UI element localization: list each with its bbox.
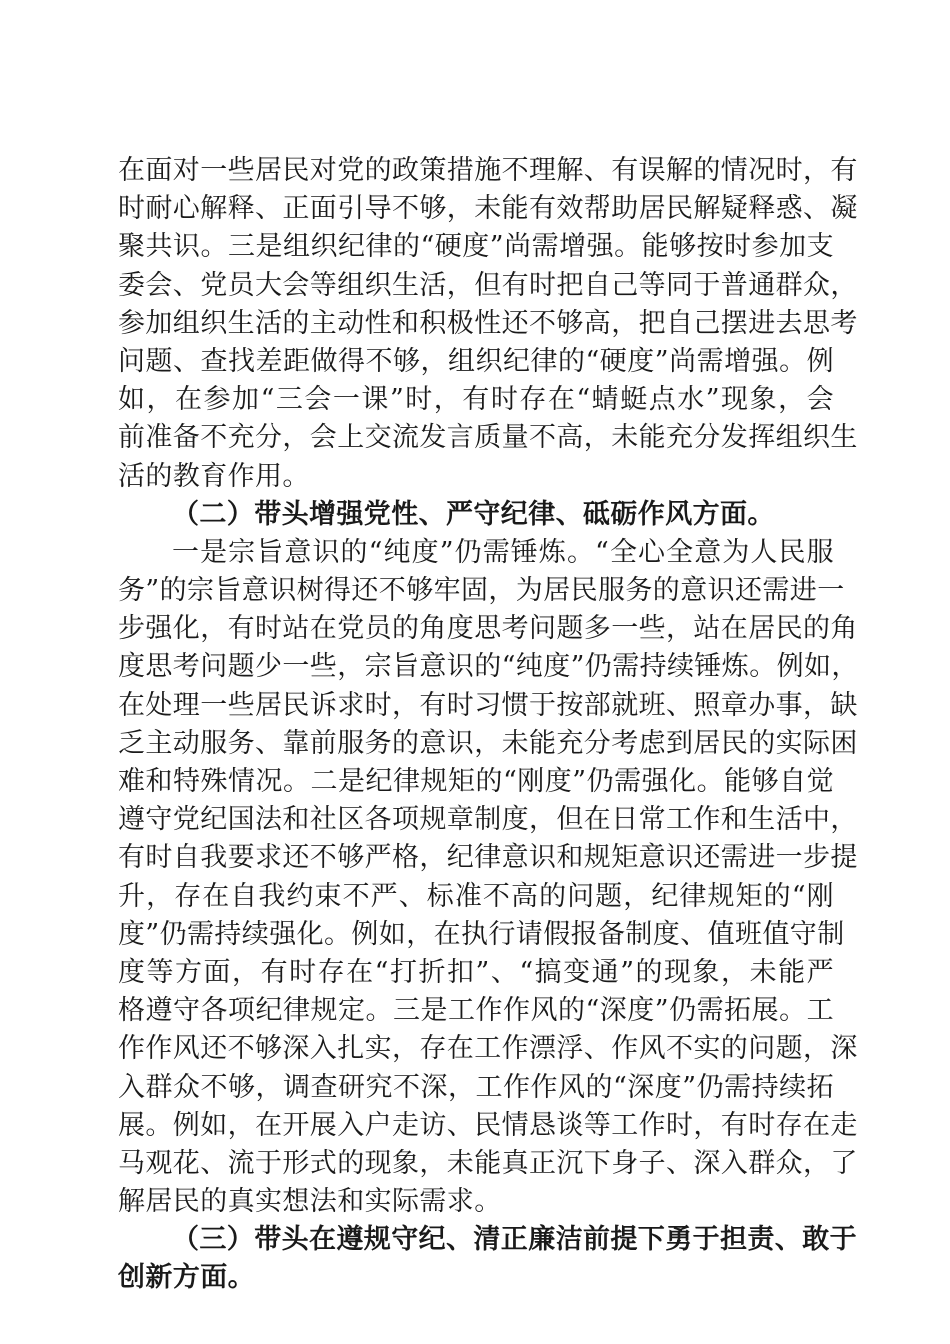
text-line: 解居民的真实想法和实际需求。 <box>118 1186 502 1218</box>
text-line: 度”仍需持续强化。例如，在执行请假报备制度、值班值守制 <box>118 918 845 950</box>
text-line: 前准备不充分，会上交流发言质量不高，未能充分发挥组织生 <box>118 422 858 454</box>
text-line: 度思考问题少一些，宗旨意识的“纯度”仍需持续锤炼。例如， <box>118 651 859 683</box>
text-line: 在面对一些居民对党的政策措施不理解、有误解的情况时，有 <box>118 155 858 186</box>
text-line: 乏主动服务、靠前服务的意识，未能充分考虑到居民的实际困 <box>118 727 858 759</box>
text-line: 活的教育作用。 <box>118 460 310 492</box>
section-heading-3 <box>118 1221 857 1297</box>
text-line: 入群众不够，调查研究不深，工作作风的“深度”仍需持续拓 <box>118 1071 834 1103</box>
document-page <box>118 152 859 1298</box>
text-line: 升，存在自我约束不严、标准不高的问题，纪律规矩的“刚 <box>118 880 834 912</box>
text-line: 在处理一些居民诉求时，有时习惯于按部就班、照章办事，缺 <box>118 689 858 721</box>
text-line: 作作风还不够深入扎实，存在工作漂浮、作风不实的问题，深 <box>118 1033 858 1065</box>
text-line: 遵守党纪国法和社区各项规章制度，但在日常工作和生活中， <box>118 804 858 836</box>
text-line: 参加组织生活的主动性和积极性还不够高，把自己摆进去思考 <box>118 307 858 339</box>
section-heading-2: （二）带头增强党性、严守纪律、砥砺作风方面。 <box>172 498 775 530</box>
text-line: 如，在参加“三会一课”时，有时存在“蜻蜓点水”现象，会 <box>118 384 834 416</box>
text-line: 委会、党员大会等组织生活，但有时把自己等同于普通群众， <box>118 269 858 301</box>
text-line: 聚共识。三是组织纪律的“硬度”尚需增强。能够按时参加支 <box>118 231 834 263</box>
text-line: 问题、查找差距做得不够，组织纪律的“硬度”尚需增强。例 <box>118 345 834 377</box>
paragraph-1 <box>118 152 858 496</box>
text-line: 难和特殊情况。二是纪律规矩的“刚度”仍需强化。能够自觉 <box>118 766 834 797</box>
text-line: 展。例如，在开展入户走访、民情恳谈等工作时，有时存在走 <box>118 1109 858 1141</box>
text-line: 务”的宗旨意识树得还不够牢固，为居民服务的意识还需进一 <box>118 575 845 607</box>
text-line: 马观花、流于形式的现象，未能真正沉下身子、深入群众，了 <box>118 1147 858 1179</box>
text-line: 有时自我要求还不够严格，纪律意识和规矩意识还需进一步提 <box>118 842 858 874</box>
text-line: 一是宗旨意识的“纯度”仍需锤炼。“全心全意为人民服 <box>172 536 834 568</box>
text-line: 步强化，有时站在党员的角度思考问题多一些，站在居民的角 <box>118 613 858 645</box>
paragraph-2 <box>118 534 859 1221</box>
text-line: 创新方面。 <box>118 1262 255 1294</box>
text-line: 格遵守各项纪律规定。三是工作作风的“深度”仍需拓展。工 <box>118 995 834 1027</box>
text-line: 度等方面，有时存在“打折扣”、“搞变通”的现象，未能严 <box>118 956 834 988</box>
text-line: 时耐心解释、正面引导不够，未能有效帮助居民解疑释惑、凝 <box>118 193 858 225</box>
text-line: （三）带头在遵规守纪、清正廉洁前提下勇于担责、敢于 <box>172 1224 857 1256</box>
